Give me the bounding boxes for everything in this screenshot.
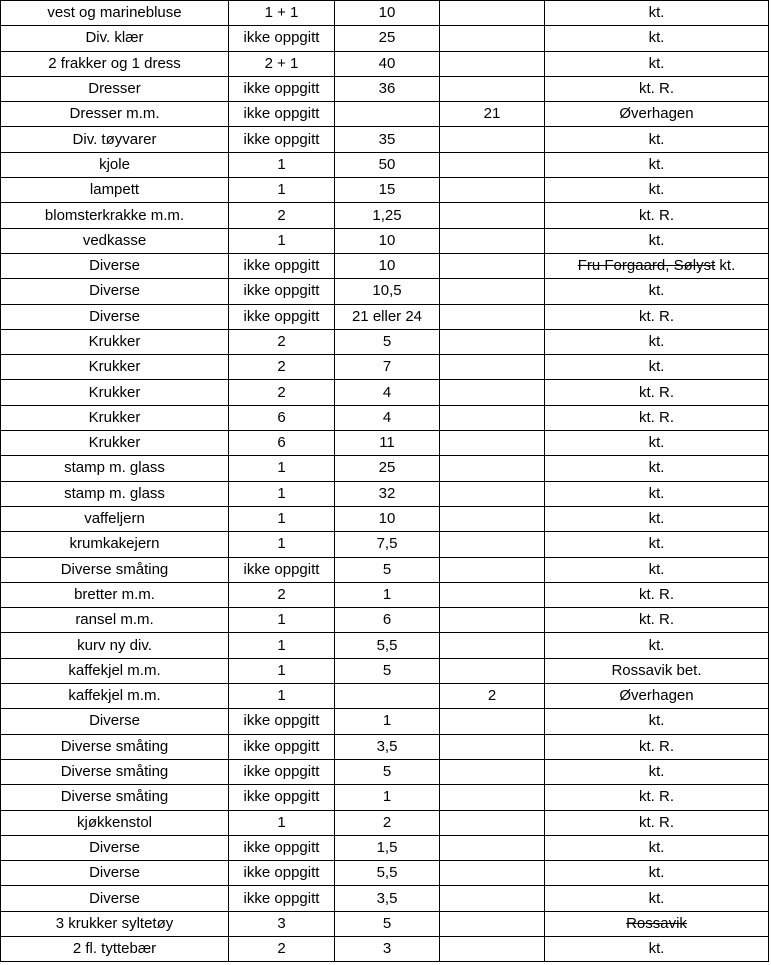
quantity-cell: ikke oppgitt [229, 76, 335, 101]
note-cell: kt. [545, 51, 769, 76]
struck-note: Fru Forgaard, Sølyst [577, 257, 716, 275]
table-row [1, 557, 769, 582]
note-cell: kt. R. [545, 608, 769, 633]
quantity-cell: 1 [229, 481, 335, 506]
table-row [1, 51, 769, 76]
price-cell: 25 [335, 26, 440, 51]
price-cell: 5,5 [335, 861, 440, 886]
note-suffix: kt. [715, 257, 736, 275]
price-alt-cell [440, 608, 545, 633]
price-alt-cell [440, 709, 545, 734]
quantity-cell: 1 [229, 152, 335, 177]
table-row [1, 936, 769, 961]
quantity-cell: ikke oppgitt [229, 835, 335, 860]
table-row [1, 684, 769, 709]
item-cell: Diverse [1, 279, 229, 304]
price-alt-cell [440, 810, 545, 835]
item-cell: vest og marinebluse [1, 1, 229, 26]
price-cell: 5,5 [335, 633, 440, 658]
price-alt-cell [440, 253, 545, 278]
table-row [1, 835, 769, 860]
note-cell: kt. [545, 506, 769, 531]
price-alt-cell [440, 481, 545, 506]
item-cell: Krukker [1, 355, 229, 380]
price-cell: 4 [335, 405, 440, 430]
table-row [1, 178, 769, 203]
price-cell: 40 [335, 51, 440, 76]
table-row [1, 329, 769, 354]
note-cell: kt. [545, 835, 769, 860]
quantity-cell: ikke oppgitt [229, 304, 335, 329]
price-alt-cell [440, 26, 545, 51]
price-alt-cell [440, 911, 545, 936]
item-cell: 2 frakker og 1 dress [1, 51, 229, 76]
price-alt-cell [440, 431, 545, 456]
price-cell: 10,5 [335, 279, 440, 304]
table-row [1, 506, 769, 531]
note-cell: kt. R. [545, 380, 769, 405]
price-cell: 3,5 [335, 886, 440, 911]
price-alt-cell [440, 279, 545, 304]
table-row [1, 911, 769, 936]
quantity-cell: 1 [229, 608, 335, 633]
item-cell: Krukker [1, 380, 229, 405]
quantity-cell: ikke oppgitt [229, 279, 335, 304]
table-row [1, 203, 769, 228]
note-cell: kt. R. [545, 76, 769, 101]
item-cell: Dresser [1, 76, 229, 101]
note-cell: kt. [545, 355, 769, 380]
note-cell [545, 911, 769, 936]
price-alt-cell [440, 355, 545, 380]
item-cell: ransel m.m. [1, 608, 229, 633]
price-cell: 5 [335, 658, 440, 683]
note-cell: kt. [545, 633, 769, 658]
quantity-cell: ikke oppgitt [229, 759, 335, 784]
quantity-cell: ikke oppgitt [229, 886, 335, 911]
price-cell: 25 [335, 456, 440, 481]
item-cell: Diverse [1, 861, 229, 886]
note-cell: kt. [545, 26, 769, 51]
price-alt-cell [440, 380, 545, 405]
price-alt-cell [440, 76, 545, 101]
table-row [1, 633, 769, 658]
price-alt-cell [440, 861, 545, 886]
item-cell: kurv ny div. [1, 633, 229, 658]
quantity-cell: ikke oppgitt [229, 127, 335, 152]
note-cell: kt. [545, 532, 769, 557]
note-cell: kt. R. [545, 582, 769, 607]
price-alt-cell [440, 228, 545, 253]
price-cell: 1,5 [335, 835, 440, 860]
table-row [1, 810, 769, 835]
table-row [1, 76, 769, 101]
table-row [1, 785, 769, 810]
table-row [1, 127, 769, 152]
note-cell: Øverhagen [545, 684, 769, 709]
price-alt-cell [440, 658, 545, 683]
price-cell: 15 [335, 178, 440, 203]
price-alt-cell [440, 1, 545, 26]
note-cell: kt. [545, 861, 769, 886]
item-cell: lampett [1, 178, 229, 203]
table-row [1, 532, 769, 557]
table-row [1, 152, 769, 177]
note-cell: kt. R. [545, 810, 769, 835]
price-alt-cell [440, 557, 545, 582]
quantity-cell: ikke oppgitt [229, 709, 335, 734]
item-cell: Diverse [1, 886, 229, 911]
table-row [1, 253, 769, 278]
price-cell: 1 [335, 582, 440, 607]
note-cell: kt. R. [545, 405, 769, 430]
quantity-cell: 1 [229, 684, 335, 709]
price-cell: 5 [335, 557, 440, 582]
table-row [1, 709, 769, 734]
note-cell: kt. [545, 886, 769, 911]
price-alt-cell [440, 506, 545, 531]
table-row [1, 608, 769, 633]
price-alt-cell [440, 785, 545, 810]
note-cell: kt. [545, 456, 769, 481]
item-cell: vedkasse [1, 228, 229, 253]
table-row [1, 1, 769, 26]
table-row [1, 380, 769, 405]
item-cell: 3 krukker syltetøy [1, 911, 229, 936]
price-alt-cell [440, 456, 545, 481]
price-alt-cell: 21 [440, 102, 545, 127]
table-row [1, 582, 769, 607]
item-cell: kjole [1, 152, 229, 177]
quantity-cell: 2 [229, 936, 335, 961]
note-cell: kt. [545, 759, 769, 784]
item-cell: bretter m.m. [1, 582, 229, 607]
note-cell: Øverhagen [545, 102, 769, 127]
item-cell: 2 fl. tyttebær [1, 936, 229, 961]
note-cell: kt. [545, 329, 769, 354]
price-cell: 7,5 [335, 532, 440, 557]
price-cell: 10 [335, 228, 440, 253]
note-cell: kt. R. [545, 203, 769, 228]
quantity-cell: 2 + 1 [229, 51, 335, 76]
quantity-cell: 1 [229, 633, 335, 658]
note-cell: kt. [545, 178, 769, 203]
quantity-cell: 1 [229, 506, 335, 531]
table-row [1, 734, 769, 759]
table-row [1, 481, 769, 506]
item-cell: blomsterkrakke m.m. [1, 203, 229, 228]
item-cell: kaffekjel m.m. [1, 684, 229, 709]
quantity-cell: ikke oppgitt [229, 734, 335, 759]
table-row [1, 102, 769, 127]
quantity-cell: 1 [229, 178, 335, 203]
price-cell: 21 eller 24 [335, 304, 440, 329]
price-alt-cell: 2 [440, 684, 545, 709]
item-cell: Diverse [1, 304, 229, 329]
price-cell: 10 [335, 506, 440, 531]
quantity-cell: 1 + 1 [229, 1, 335, 26]
note-cell: kt. [545, 431, 769, 456]
price-cell: 5 [335, 759, 440, 784]
quantity-cell: 1 [229, 658, 335, 683]
ledger-body [1, 1, 769, 962]
note-cell: kt. R. [545, 734, 769, 759]
price-cell: 1 [335, 709, 440, 734]
item-cell: Diverse småting [1, 734, 229, 759]
price-cell: 4 [335, 380, 440, 405]
item-cell: Diverse småting [1, 557, 229, 582]
note-cell: kt. [545, 279, 769, 304]
note-cell: kt. [545, 936, 769, 961]
price-alt-cell [440, 886, 545, 911]
table-row [1, 456, 769, 481]
item-cell: Dresser m.m. [1, 102, 229, 127]
quantity-cell: 2 [229, 203, 335, 228]
quantity-cell: 6 [229, 405, 335, 430]
quantity-cell: 1 [229, 810, 335, 835]
note-cell: kt. R. [545, 785, 769, 810]
item-cell: krumkakejern [1, 532, 229, 557]
quantity-cell: 1 [229, 532, 335, 557]
quantity-cell: ikke oppgitt [229, 861, 335, 886]
item-cell: Diverse småting [1, 759, 229, 784]
quantity-cell: 3 [229, 911, 335, 936]
quantity-cell: 1 [229, 456, 335, 481]
item-cell: Div. klær [1, 26, 229, 51]
item-cell: Krukker [1, 431, 229, 456]
price-alt-cell [440, 304, 545, 329]
price-alt-cell [440, 178, 545, 203]
price-cell: 32 [335, 481, 440, 506]
note-cell: Rossavik bet. [545, 658, 769, 683]
price-cell: 7 [335, 355, 440, 380]
price-cell: 6 [335, 608, 440, 633]
item-cell: Diverse [1, 835, 229, 860]
price-cell: 50 [335, 152, 440, 177]
note-cell: kt. [545, 228, 769, 253]
note-cell [545, 253, 769, 278]
price-cell: 10 [335, 1, 440, 26]
price-alt-cell [440, 127, 545, 152]
quantity-cell: ikke oppgitt [229, 26, 335, 51]
note-cell: kt. [545, 481, 769, 506]
price-alt-cell [440, 759, 545, 784]
quantity-cell: 2 [229, 355, 335, 380]
item-cell: vaffeljern [1, 506, 229, 531]
item-cell: Diverse [1, 253, 229, 278]
quantity-cell: ikke oppgitt [229, 557, 335, 582]
note-cell: kt. [545, 152, 769, 177]
item-cell: stamp m. glass [1, 481, 229, 506]
item-cell: kaffekjel m.m. [1, 658, 229, 683]
item-cell: stamp m. glass [1, 456, 229, 481]
struck-note: Rossavik [626, 914, 687, 932]
table-row [1, 658, 769, 683]
price-cell: 1,25 [335, 203, 440, 228]
price-cell: 5 [335, 329, 440, 354]
price-alt-cell [440, 329, 545, 354]
note-cell: kt. [545, 127, 769, 152]
table-row [1, 886, 769, 911]
table-row [1, 759, 769, 784]
item-cell: Krukker [1, 405, 229, 430]
table-row [1, 228, 769, 253]
price-cell: 1 [335, 785, 440, 810]
quantity-cell: 2 [229, 329, 335, 354]
price-cell [335, 102, 440, 127]
table-row [1, 861, 769, 886]
table-row [1, 26, 769, 51]
quantity-cell: 2 [229, 380, 335, 405]
table-row [1, 304, 769, 329]
item-cell: Div. tøyvarer [1, 127, 229, 152]
note-cell: kt. R. [545, 304, 769, 329]
quantity-cell: 6 [229, 431, 335, 456]
table-row [1, 431, 769, 456]
table-row [1, 405, 769, 430]
price-alt-cell [440, 532, 545, 557]
note-cell: kt. [545, 557, 769, 582]
price-alt-cell [440, 734, 545, 759]
price-cell: 36 [335, 76, 440, 101]
quantity-cell: ikke oppgitt [229, 785, 335, 810]
item-cell: Diverse småting [1, 785, 229, 810]
price-cell: 10 [335, 253, 440, 278]
quantity-cell: ikke oppgitt [229, 253, 335, 278]
note-cell: kt. [545, 1, 769, 26]
item-cell: Diverse [1, 709, 229, 734]
quantity-cell: ikke oppgitt [229, 102, 335, 127]
price-cell: 5 [335, 911, 440, 936]
price-cell: 3 [335, 936, 440, 961]
item-cell: Krukker [1, 329, 229, 354]
price-alt-cell [440, 203, 545, 228]
quantity-cell: 1 [229, 228, 335, 253]
table-row [1, 279, 769, 304]
price-cell: 2 [335, 810, 440, 835]
price-alt-cell [440, 405, 545, 430]
price-alt-cell [440, 51, 545, 76]
price-alt-cell [440, 152, 545, 177]
quantity-cell: 2 [229, 582, 335, 607]
note-cell: kt. [545, 709, 769, 734]
price-cell: 11 [335, 431, 440, 456]
price-alt-cell [440, 835, 545, 860]
price-cell [335, 684, 440, 709]
price-cell: 3,5 [335, 734, 440, 759]
table-row [1, 355, 769, 380]
price-alt-cell [440, 936, 545, 961]
item-cell: kjøkkenstol [1, 810, 229, 835]
price-alt-cell [440, 633, 545, 658]
price-alt-cell [440, 582, 545, 607]
price-cell: 35 [335, 127, 440, 152]
